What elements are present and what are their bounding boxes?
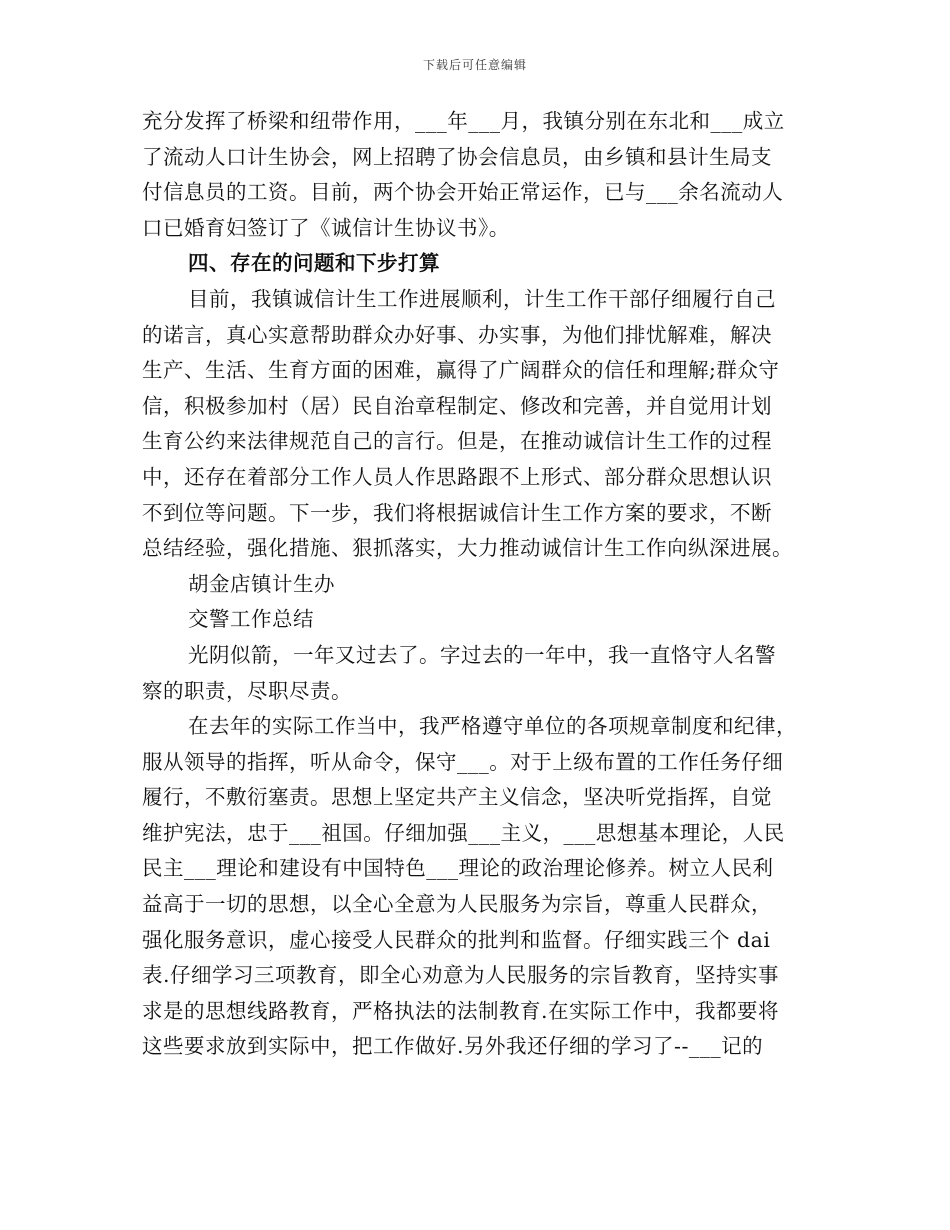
text-line: 目前，我镇诚信计生工作进展顺利，计生工作干部仔细履行自己 [188,286,776,311]
text-line: 强化服务意识，虚心接受人民群众的批判和监督。仔细实践三个 dai [142,927,771,952]
text-line: 察的职责，尽职尽责。 [142,678,352,703]
text-line: 这些要求放到实际中，把工作做好.另外我还仔细的学习了--___记的 [142,1034,764,1059]
section-heading: 四、存在的问题和下步打算 [188,251,440,276]
text-line: 交警工作总结 [188,607,314,632]
text-line: 充分发挥了桥梁和纽带作用，___年___月，我镇分别在东北和___成立 [142,109,785,133]
text-line: 求是的思想线路教育，严格执法的法制教育.在实际工作中，我都要将 [142,998,780,1023]
text-line: 胡金店镇计生办 [188,571,335,596]
text-line: 生育公约来法律规范自己的言行。但是，在推动诚信计生工作的过程 [142,429,772,454]
text-line: 口已婚育妇签订了《诚信计生协议书》。 [142,215,510,240]
text-line: 的诺言，真心实意帮助群众办好事、办实事，为他们排忧解难，解决 [142,322,772,347]
text-line: 不到位等问题。下一步，我们将根据诚信计生工作方案的要求，不断 [142,500,772,525]
text-line: 了流动人口计生协会，网上招聘了协会信息员，由乡镇和县计生局支 [142,144,772,169]
text-line: 信，积极参加村（居）民自治章程制定、修改和完善，并自觉用计划 [142,393,772,418]
text-line: 民主___理论和建设有中国特色___理论的政治理论修养。树立人民利 [142,856,774,881]
text-line: 中，还存在着部分工作人员人作思路跟不上形式、部分群众思想认识 [142,464,772,489]
text-line: 维护宪法，忠于___祖国。仔细加强___主义，___思想基本理论，人民 [142,820,785,845]
document-body [142,104,822,1065]
text-line: 表.仔细学习三项教育，即全心劝意为人民服务的宗旨教育，坚持实事 [142,963,780,988]
text-line: 益高于一切的思想，以全心全意为人民服务为宗旨，尊重人民群众， [142,892,772,917]
text-line: 在去年的实际工作当中，我严格遵守单位的各项规章制度和纪律， [188,714,797,739]
text-line: 生产、生活、生育方面的困难，赢得了广阔群众的信任和理解;群众守 [142,358,780,383]
text-line: 付信息员的工资。目前，两个协会开始正常运作，已与___余名流动人 [142,180,784,205]
text-line: 服从领导的指挥，听从命令，保守___。对于上级布置的工作任务仔细 [142,749,784,774]
text-line: 光阴似箭，一年又过去了。字过去的一年中，我一直恪守人名警 [188,642,776,667]
text-line: 履行，不敷衍塞责。思想上坚定共产主义信念，坚决听党指挥，自觉 [142,785,772,810]
page-header: 下载后可任意编辑 [422,58,527,72]
text-line: 总结经验，强化措施、狠抓落实，大力推动诚信计生工作向纵深进展。 [142,536,793,561]
